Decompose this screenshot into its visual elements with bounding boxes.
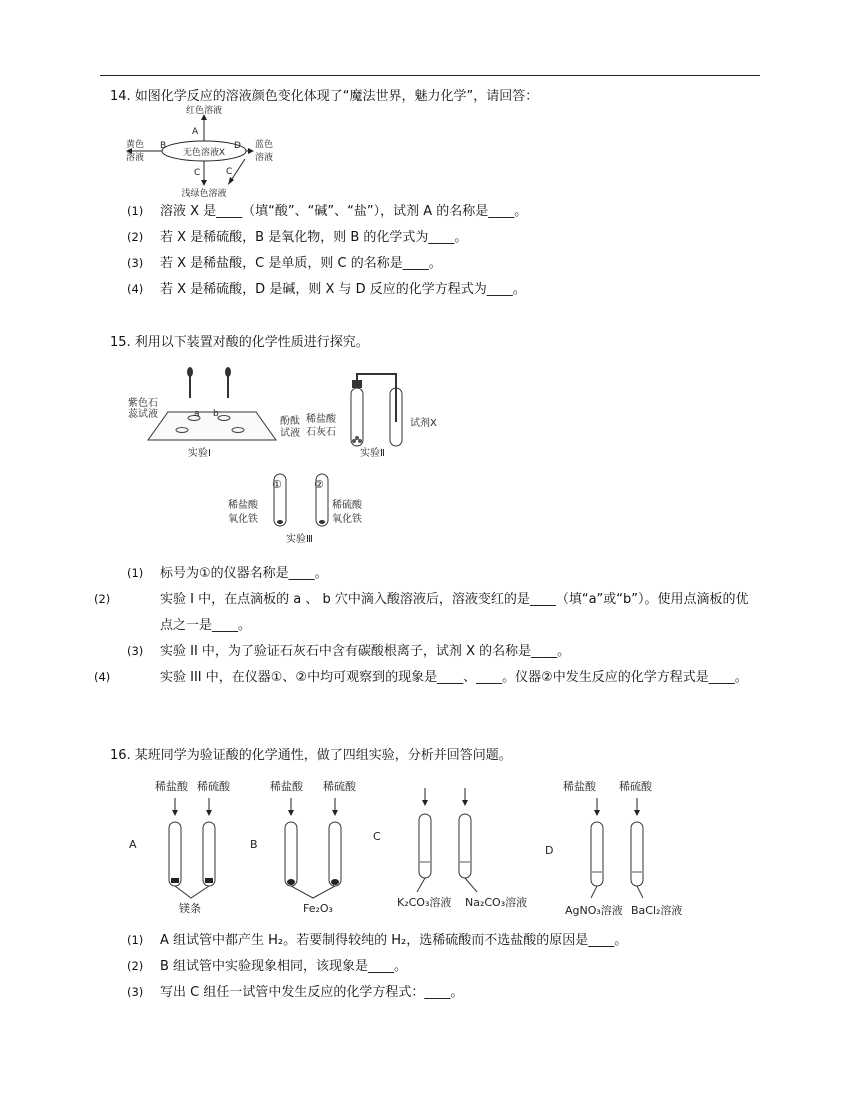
svg-text:实验Ⅱ: 实验Ⅱ xyxy=(360,448,385,459)
q15-title: 15. 利用以下装置对酸的化学性质进行探究。 xyxy=(110,335,369,350)
q15-item-2: (2) 实验 I 中，在点滴板的 a 、 b 穴中滴入酸溶液后，溶液变红的是____（填“a”或“b”）。使用点滴板的优点之一是____。 xyxy=(94,592,749,633)
svg-text:溶液: 溶液 xyxy=(255,153,274,163)
q14-title: 14. 如图化学反应的溶液颜色变化体现了“魔法世界，魅力化学”，请回答： xyxy=(110,89,539,104)
q14-item-4: (4) 若 X 是稀硫酸，D 是碱，则 X 与 D 反应的化学方程式为____。 xyxy=(127,282,526,297)
svg-text:B: B xyxy=(160,141,167,151)
svg-text:浅绿色溶液: 浅绿色溶液 xyxy=(181,189,227,199)
svg-text:A: A xyxy=(129,838,137,851)
q16-title: 16. 某班同学为验证酸的化学通性，做了四组实验，分析并回答问题。 xyxy=(110,748,512,763)
svg-text:石灰石: 石灰石 xyxy=(306,427,336,438)
svg-text:稀盐酸: 稀盐酸 xyxy=(270,780,303,793)
svg-text:a: a xyxy=(194,409,200,419)
svg-text:稀硫酸: 稀硫酸 xyxy=(619,780,652,793)
svg-text:试液: 试液 xyxy=(280,428,300,439)
svg-text:稀盐酸: 稀盐酸 xyxy=(155,780,188,793)
svg-text:C: C xyxy=(194,168,201,178)
q15-item-4: (4) 实验 III 中，在仪器①、②中均可观察到的现象是____、____。仪器②中发生反应的化学方程式是____。 xyxy=(94,670,748,685)
svg-text:C: C xyxy=(373,830,381,843)
svg-text:Na₂CO₃溶液: Na₂CO₃溶液 xyxy=(465,896,528,909)
svg-text:②: ② xyxy=(314,478,324,491)
q14-item-1: (1) 溶液 X 是____（填“酸”、“碱”、“盐”），试剂 A 的名称是____。 xyxy=(127,204,528,219)
center-label: 无色溶液X xyxy=(182,148,226,158)
svg-text:实验Ⅰ: 实验Ⅰ xyxy=(188,448,211,459)
svg-text:B: B xyxy=(250,838,258,851)
svg-text:b: b xyxy=(213,409,219,419)
svg-text:C: C xyxy=(226,167,233,177)
svg-text:镁条: 镁条 xyxy=(179,902,201,915)
q14-item-3: (3) 若 X 是稀盐酸，C 是单质，则 C 的名称是____。 xyxy=(127,256,442,271)
svg-text:AgNO₃溶液: AgNO₃溶液 xyxy=(565,904,623,917)
q14-diagram xyxy=(120,104,290,200)
svg-text:蕊试液: 蕊试液 xyxy=(128,409,158,420)
svg-text:K₂CO₃溶液: K₂CO₃溶液 xyxy=(397,896,452,909)
svg-text:红色溶液: 红色溶液 xyxy=(185,106,223,116)
q15-item-1: (1) 标号为①的仪器名称是____。 xyxy=(127,566,328,581)
svg-text:试剂X: 试剂X xyxy=(410,418,437,429)
svg-text:氧化铁: 氧化铁 xyxy=(228,514,258,525)
svg-text:稀盐酸: 稀盐酸 xyxy=(306,414,336,425)
svg-text:Fe₂O₃: Fe₂O₃ xyxy=(303,902,333,915)
svg-text:酚酞: 酚酞 xyxy=(280,416,300,427)
svg-text:稀硫酸: 稀硫酸 xyxy=(197,780,230,793)
svg-text:D: D xyxy=(545,844,554,857)
svg-text:D: D xyxy=(234,141,241,151)
svg-text:稀盐酸: 稀盐酸 xyxy=(228,500,258,511)
q16-item-1: (1) A 组试管中都产生 H₂。若要制得较纯的 H₂，选稀硫酸而不选盐酸的原因是____。 xyxy=(127,933,628,948)
svg-text:稀盐酸: 稀盐酸 xyxy=(563,780,596,793)
svg-text:紫色石: 紫色石 xyxy=(128,398,158,409)
svg-text:实验Ⅲ: 实验Ⅲ xyxy=(286,534,313,545)
svg-text:稀硫酸: 稀硫酸 xyxy=(332,500,362,511)
header-rule xyxy=(100,75,760,76)
q14-item-2: (2) 若 X 是稀硫酸，B 是氧化物，则 B 的化学式为____。 xyxy=(127,230,468,245)
q16-figure xyxy=(125,770,725,920)
svg-text:黄色: 黄色 xyxy=(126,140,145,150)
svg-text:BaCl₂溶液: BaCl₂溶液 xyxy=(631,904,683,917)
svg-text:稀硫酸: 稀硫酸 xyxy=(323,780,356,793)
svg-text:蓝色: 蓝色 xyxy=(255,140,274,150)
svg-text:A: A xyxy=(192,127,199,137)
q15-figure xyxy=(128,362,448,552)
q16-item-2: (2) B 组试管中实验现象相同，该现象是____。 xyxy=(127,959,408,974)
svg-text:氧化铁: 氧化铁 xyxy=(332,514,362,525)
svg-text:①: ① xyxy=(272,478,282,491)
q16-item-3: (3) 写出 C 组任一试管中发生反应的化学方程式：____。 xyxy=(127,985,464,1000)
q15-item-3: (3) 实验 II 中，为了验证石灰石中含有碳酸根离子，试剂 X 的名称是____。 xyxy=(127,644,571,659)
svg-text:溶液: 溶液 xyxy=(126,153,145,163)
